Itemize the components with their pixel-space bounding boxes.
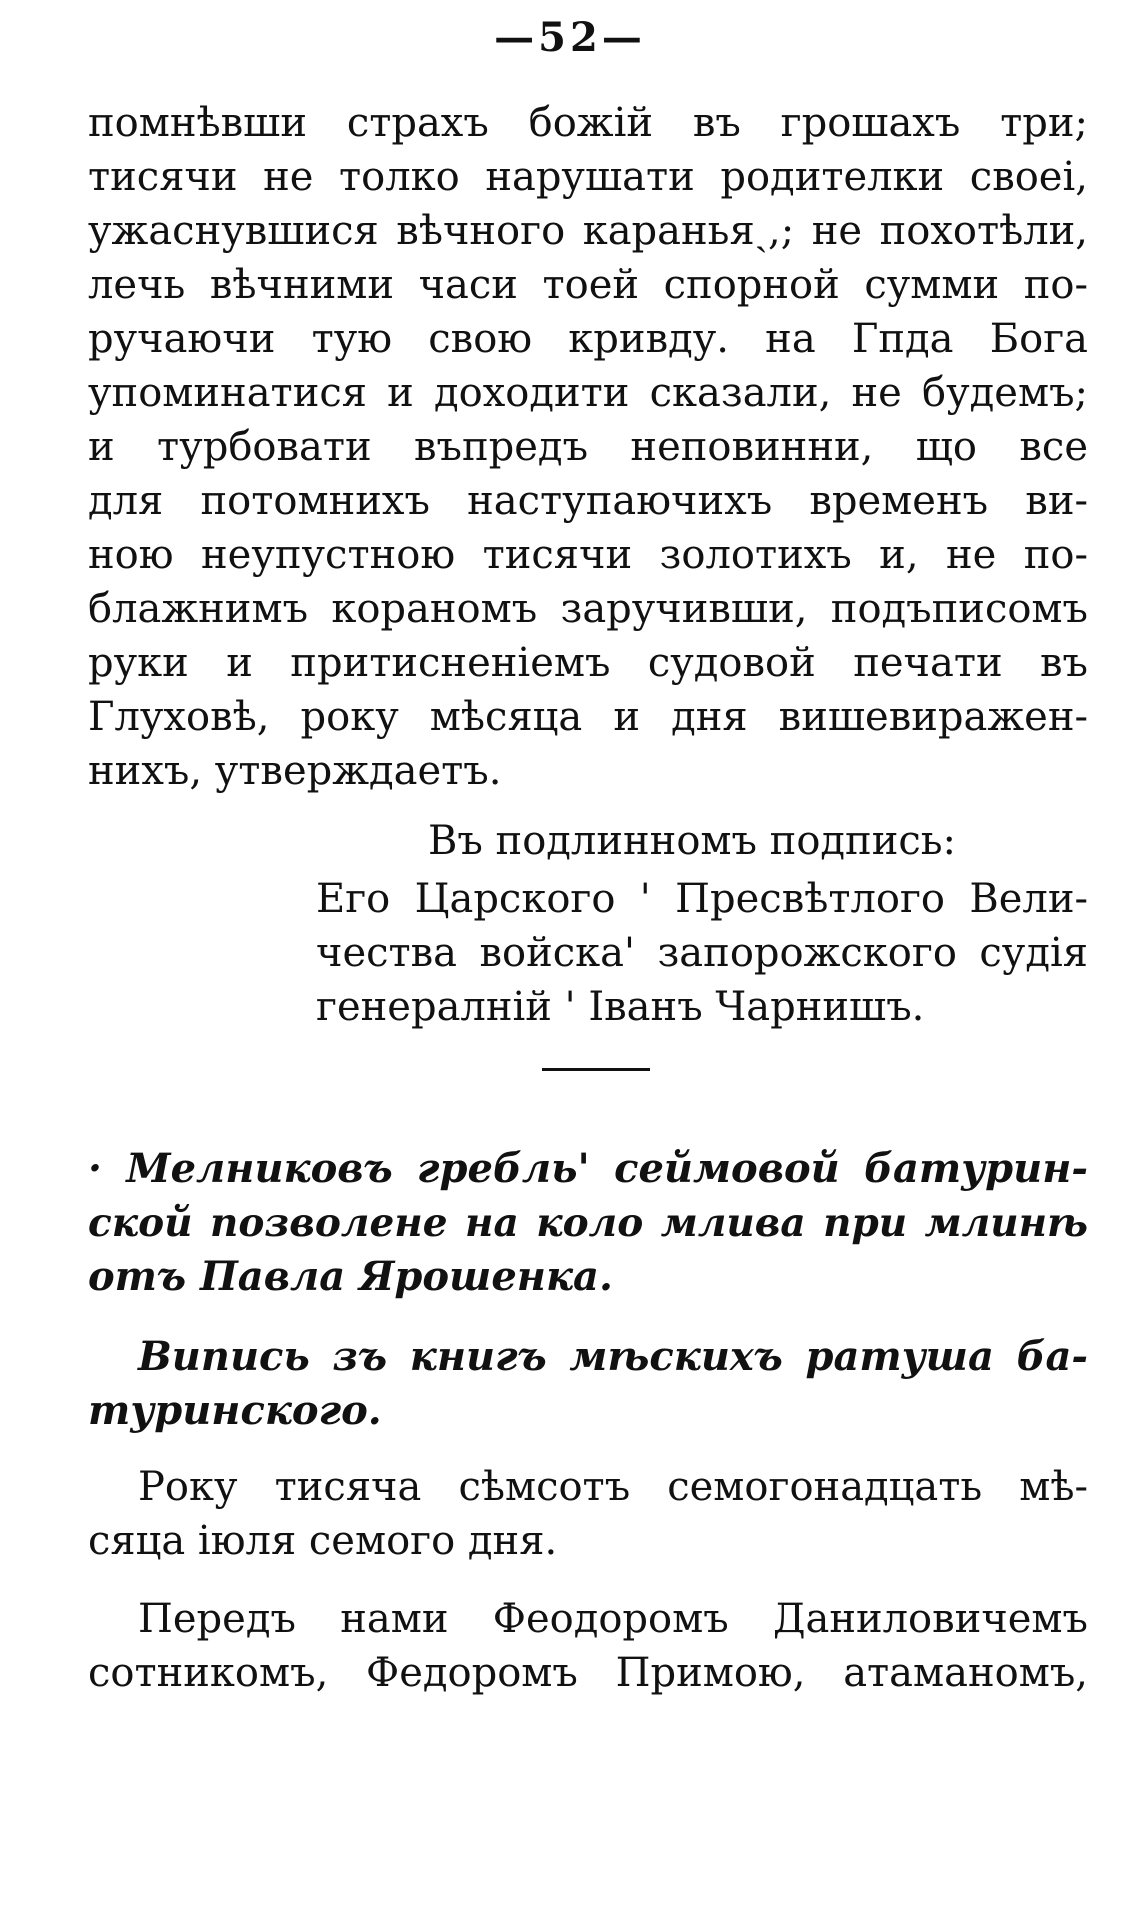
signature-line: чества войска' запорожского судія xyxy=(316,930,1088,976)
subheading-line: Випись зъ книгъ мѣскихъ ратуша ба- xyxy=(138,1333,1088,1380)
subheading-line: туринского. xyxy=(88,1387,382,1434)
signature-heading: Въ подлинномъ подпись: xyxy=(428,818,957,864)
text-line: сотникомъ, Федоромъ Примою, атаманомъ, xyxy=(88,1650,1088,1696)
heading-line: · Мелниковъ гребль' сеймовой батурин- xyxy=(88,1145,1088,1192)
text-line: тисячи не толко нарушати родителки своеі, xyxy=(88,154,1088,200)
text-line: нихъ, утверждаетъ. xyxy=(88,748,502,794)
final-paragraph-cont xyxy=(88,1646,1088,1700)
text-line: Передъ нами Феодоромъ Даниловичемъ xyxy=(138,1596,1088,1642)
text-line: руки и притисненіемъ судовой печати въ xyxy=(88,640,1088,686)
section-divider xyxy=(542,1068,650,1071)
text-line: упоминатися и доходити сказали, не будемъ; xyxy=(88,370,1088,416)
final-paragraph xyxy=(138,1592,1088,1646)
text-line: и турбовати въпредъ неповинни, що все xyxy=(88,424,1088,470)
text-line: ною неупустною тисячи золотихъ и, не по- xyxy=(88,532,1088,578)
page-number: —52— xyxy=(494,14,646,61)
date-paragraph-cont xyxy=(88,1514,1088,1568)
signature-heading-block xyxy=(428,814,1088,868)
text-line: лечь вѣчними часи тоей спорной сумми по- xyxy=(88,262,1088,308)
text-line: сяца іюля семого дня. xyxy=(88,1518,558,1564)
text-line: ручаючи тую свою кривду. на Гпда Бога xyxy=(88,316,1088,362)
document-subheading-cont xyxy=(88,1384,1088,1438)
heading-line: ской позволене на коло млива при млинѣ xyxy=(88,1200,1088,1246)
signature-line: генералній ' Іванъ Чарнишъ. xyxy=(316,984,925,1030)
text-line: Року тисяча сѣмсотъ семогонадцать мѣ- xyxy=(138,1464,1088,1510)
signature-line: Его Царского ' Пресвѣтлого Вели- xyxy=(316,876,1088,922)
document-heading xyxy=(88,1142,1088,1304)
document-subheading xyxy=(138,1330,1088,1384)
text-line: для потомнихъ наступаючихъ временъ ви- xyxy=(88,478,1088,524)
signature-block xyxy=(316,872,1088,1034)
text-line: ужаснувшися вѣчного караньяˏ,; не похотѣли, xyxy=(88,208,1088,254)
text-line: помнѣвши страхъ божій въ грошахъ три; xyxy=(88,100,1088,146)
main-paragraph xyxy=(88,96,1088,798)
date-paragraph xyxy=(138,1460,1088,1514)
heading-line: отъ Павла Ярошенка. xyxy=(88,1253,613,1300)
text-line: Глуховѣ, року мѣсяца и дня вишевиражен- xyxy=(88,694,1088,740)
text-line: блажнимъ кораномъ заручивши, подъписомъ xyxy=(88,586,1088,632)
